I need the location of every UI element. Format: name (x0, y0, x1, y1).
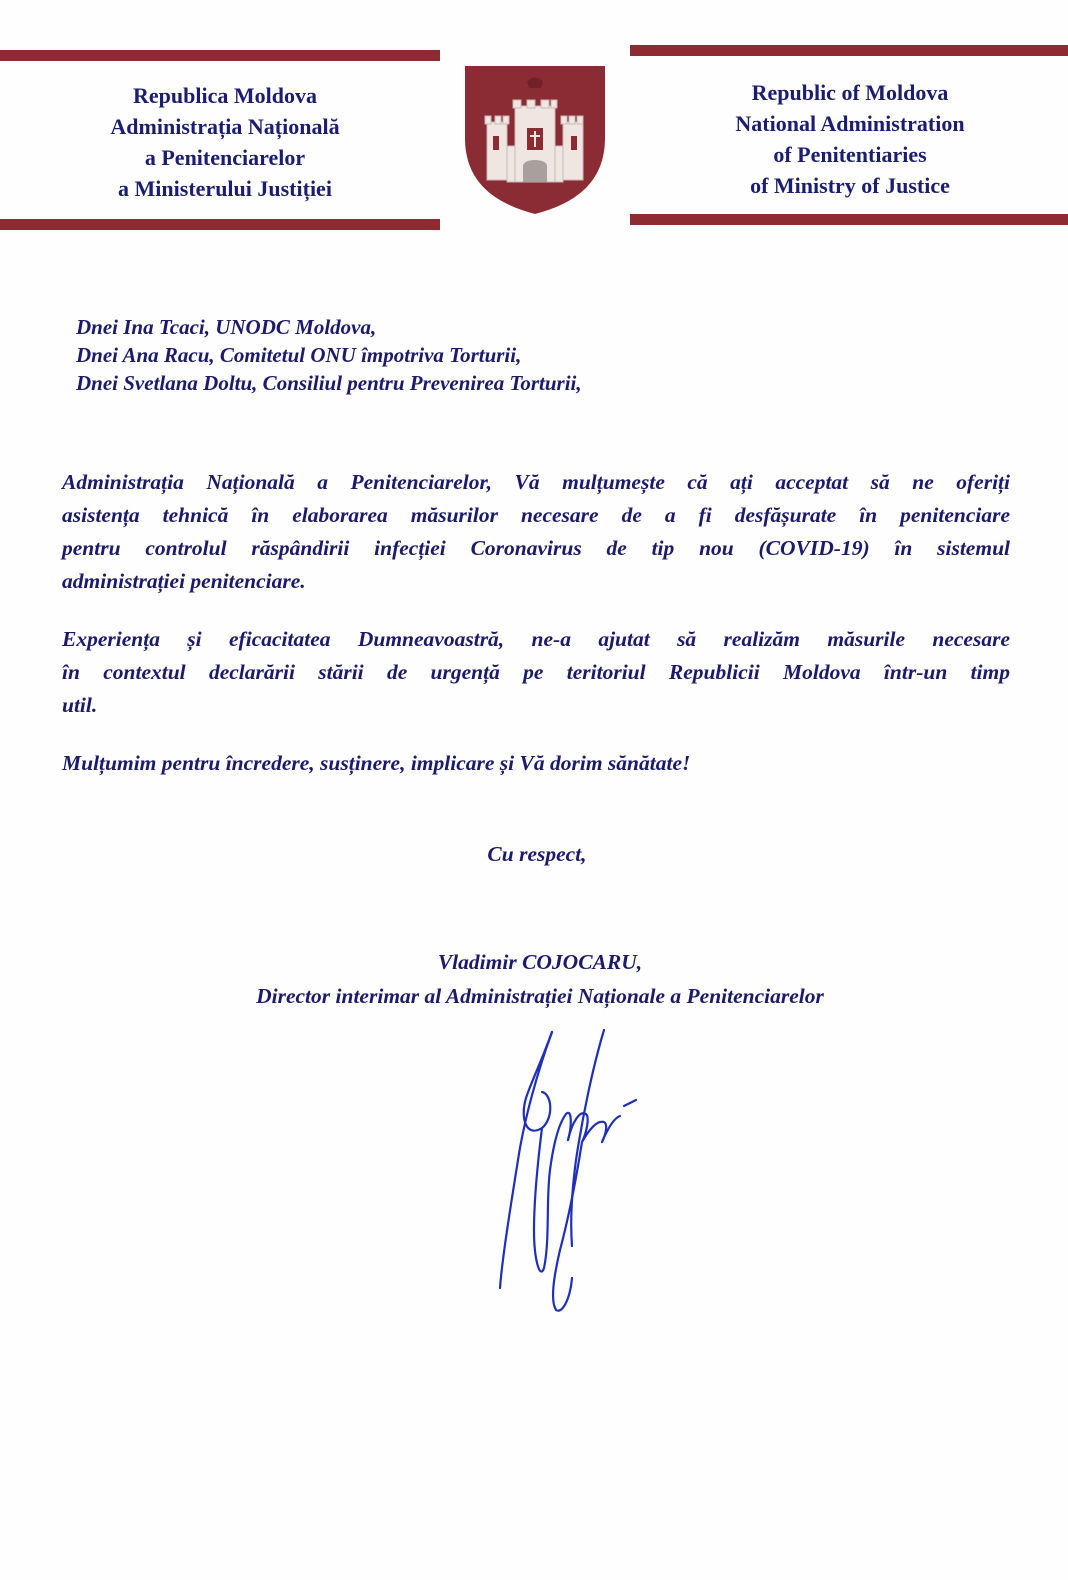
header-bar-right-bottom (630, 214, 1068, 225)
addressee-line: Dnei Ana Racu, Comitetul ONU împotriva Torturii, (76, 343, 522, 367)
paragraph-line: util. (62, 693, 98, 717)
paragraph-line: în contextul declarării stării de urgență pe teritoriul Republicii Moldova într-un timp (62, 660, 1010, 684)
paragraph-experience (62, 623, 1010, 722)
paragraph-line: Administrația Națională a Penitenciarelor, Vă mulțumește că ați acceptat să ne oferiți (62, 470, 1010, 494)
paragraph-line: administrației penitenciare. (62, 569, 306, 593)
header-english (655, 77, 1045, 201)
addressee-line: Dnei Ina Tcaci, UNODC Moldova, (76, 315, 377, 339)
header-ro-line: Republica Moldova (133, 83, 317, 108)
paragraph-line: Experiența și eficacitatea Dumneavoastră, ne-a ajutat să realizăm măsurile necesare (62, 627, 1010, 651)
paragraph-line: asistența tehnică în elaborarea măsurilor necesare de a fi desfășurate în penitenciare (62, 503, 1010, 527)
paragraph-line: Mulțumim pentru încredere, susținere, implicare și Vă dorim sănătate! (62, 751, 691, 775)
header-en-line: National Administration (735, 111, 965, 136)
header-en-line: of Ministry of Justice (750, 173, 950, 198)
header-ro-line: Administrația Națională (110, 114, 340, 139)
paragraph-wishes (62, 747, 1010, 780)
header-bar-right-top (630, 45, 1068, 56)
signatory-name: Vladimir COJOCARU, (437, 950, 643, 974)
paragraph-thanks (62, 466, 1010, 598)
signatory-role: Director interimar al Administrației Naționale a Penitenciarelor (256, 984, 824, 1008)
addressee-block (76, 313, 582, 397)
header-romanian (40, 80, 410, 204)
header-bar-left-bottom (0, 219, 440, 230)
coat-of-arms-icon (465, 66, 605, 214)
header-ro-line: a Ministerului Justiției (118, 176, 332, 201)
header-ro-line: a Penitenciarelor (144, 145, 306, 170)
addressee-line: Dnei Svetlana Doltu, Consiliul pentru Prevenirea Torturii, (76, 371, 582, 395)
header-en-line: of Penitentiaries (773, 142, 927, 167)
salutation: Cu respect, (487, 842, 587, 866)
header-en-line: Republic of Moldova (751, 80, 949, 105)
paragraph-line: pentru controlul răspândirii infecției Coronavirus de tip nou (COVID-19) în sistemul (62, 536, 1010, 560)
handwritten-signature-icon (480, 1010, 660, 1340)
header-bar-left-top (0, 50, 440, 61)
